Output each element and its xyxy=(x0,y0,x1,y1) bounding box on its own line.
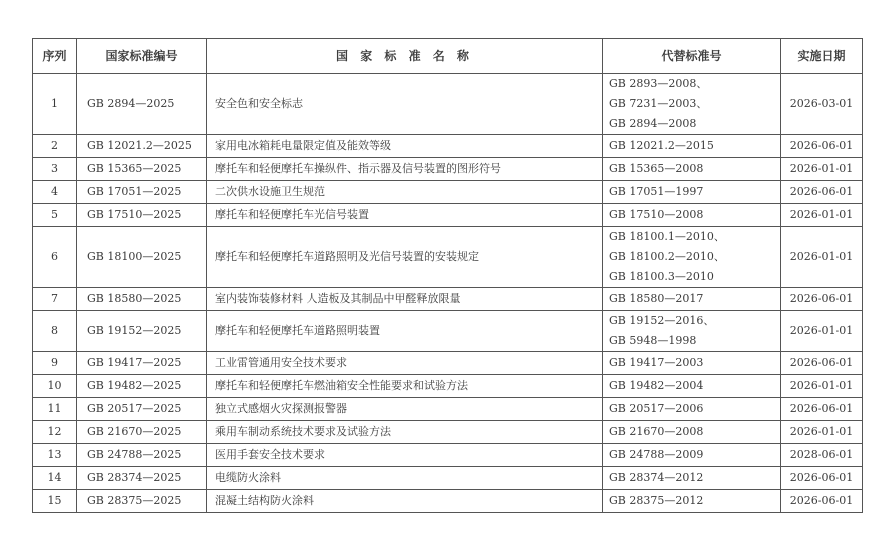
row-date: 2026-06-01 xyxy=(781,181,863,204)
row-std-no: GB 17051—2025 xyxy=(77,181,207,204)
row-date: 2026-01-01 xyxy=(781,227,863,288)
row-std-no: GB 20517—2025 xyxy=(77,398,207,421)
row-std-name: 乘用车制动系统技术要求及试验方法 xyxy=(207,421,603,444)
row-std-name: 摩托车和轻便摩托车操纵件、指示器及信号装置的图形符号 xyxy=(207,158,603,181)
table-row xyxy=(33,490,863,513)
table-row xyxy=(33,227,863,288)
table-row xyxy=(33,311,863,352)
row-std-no: GB 2894—2025 xyxy=(77,74,207,135)
replaced-std-no: GB 24788—2009 xyxy=(609,448,704,461)
table-row xyxy=(33,204,863,227)
row-std-no: GB 15365—2025 xyxy=(77,158,207,181)
row-std-no: GB 28374—2025 xyxy=(77,467,207,490)
header-std-name: 国 家 标 准 名 称 xyxy=(207,39,603,74)
row-date: 2026-06-01 xyxy=(781,467,863,490)
table-row xyxy=(33,352,863,375)
row-date: 2026-06-01 xyxy=(781,135,863,158)
row-replaced xyxy=(603,227,781,288)
replaced-std-no: GB 18100.2—2010、 xyxy=(609,250,725,263)
row-std-no: GB 19417—2025 xyxy=(77,352,207,375)
row-std-no: GB 18580—2025 xyxy=(77,288,207,311)
row-replaced xyxy=(603,158,781,181)
row-std-no: GB 19152—2025 xyxy=(77,311,207,352)
row-date: 2026-01-01 xyxy=(781,158,863,181)
standards-table-container xyxy=(32,38,862,513)
row-std-no: GB 17510—2025 xyxy=(77,204,207,227)
row-replaced xyxy=(603,311,781,352)
row-replaced xyxy=(603,490,781,513)
row-date: 2026-06-01 xyxy=(781,490,863,513)
row-replaced xyxy=(603,398,781,421)
row-replaced xyxy=(603,135,781,158)
row-replaced xyxy=(603,181,781,204)
table-row xyxy=(33,398,863,421)
row-std-no: GB 21670—2025 xyxy=(77,421,207,444)
row-std-name: 摩托车和轻便摩托车道路照明装置 xyxy=(207,311,603,352)
row-replaced xyxy=(603,444,781,467)
row-date: 2026-01-01 xyxy=(781,311,863,352)
row-seq: 1 xyxy=(33,74,77,135)
row-date: 2026-01-01 xyxy=(781,421,863,444)
row-std-name: 家用电冰箱耗电量限定值及能效等级 xyxy=(207,135,603,158)
row-date: 2028-06-01 xyxy=(781,444,863,467)
row-std-name: 混凝土结构防火涂料 xyxy=(207,490,603,513)
row-seq: 10 xyxy=(33,375,77,398)
table-row xyxy=(33,444,863,467)
replaced-std-no: GB 2893—2008、 xyxy=(609,77,708,90)
row-date: 2026-06-01 xyxy=(781,352,863,375)
replaced-std-no: GB 18100.1—2010、 xyxy=(609,230,725,243)
row-replaced xyxy=(603,421,781,444)
row-std-name: 安全色和安全标志 xyxy=(207,74,603,135)
replaced-std-no: GB 2894—2008 xyxy=(609,117,697,130)
replaced-std-no: GB 17051—1997 xyxy=(609,185,704,198)
header-replaced: 代替标准号 xyxy=(603,39,781,74)
row-std-name: 摩托车和轻便摩托车光信号装置 xyxy=(207,204,603,227)
row-std-name: 工业雷管通用安全技术要求 xyxy=(207,352,603,375)
row-std-no: GB 12021.2—2025 xyxy=(77,135,207,158)
header-std-no: 国家标准编号 xyxy=(77,39,207,74)
row-replaced xyxy=(603,288,781,311)
row-seq: 3 xyxy=(33,158,77,181)
replaced-std-no: GB 12021.2—2015 xyxy=(609,139,714,152)
row-std-no: GB 24788—2025 xyxy=(77,444,207,467)
row-seq: 2 xyxy=(33,135,77,158)
row-std-name: 摩托车和轻便摩托车燃油箱安全性能要求和试验方法 xyxy=(207,375,603,398)
row-date: 2026-06-01 xyxy=(781,398,863,421)
row-std-name: 二次供水设施卫生规范 xyxy=(207,181,603,204)
row-std-name: 室内装饰装修材料 人造板及其制品中甲醛释放限量 xyxy=(207,288,603,311)
header-seq: 序列 xyxy=(33,39,77,74)
header-date: 实施日期 xyxy=(781,39,863,74)
row-seq: 15 xyxy=(33,490,77,513)
table-row xyxy=(33,421,863,444)
table-row xyxy=(33,181,863,204)
row-seq: 4 xyxy=(33,181,77,204)
row-seq: 6 xyxy=(33,227,77,288)
table-row xyxy=(33,375,863,398)
replaced-std-no: GB 18100.3—2010 xyxy=(609,270,714,283)
table-row xyxy=(33,74,863,135)
replaced-std-no: GB 19417—2003 xyxy=(609,356,704,369)
row-seq: 9 xyxy=(33,352,77,375)
row-std-no: GB 28375—2025 xyxy=(77,490,207,513)
replaced-std-no: GB 28374—2012 xyxy=(609,471,704,484)
row-seq: 13 xyxy=(33,444,77,467)
replaced-std-no: GB 5948—1998 xyxy=(609,334,697,347)
replaced-std-no: GB 7231—2003、 xyxy=(609,97,708,110)
row-date: 2026-03-01 xyxy=(781,74,863,135)
row-seq: 8 xyxy=(33,311,77,352)
row-replaced xyxy=(603,352,781,375)
row-date: 2026-01-01 xyxy=(781,204,863,227)
row-std-name: 独立式感烟火灾探测报警器 xyxy=(207,398,603,421)
row-std-name: 摩托车和轻便摩托车道路照明及光信号装置的安装规定 xyxy=(207,227,603,288)
row-replaced xyxy=(603,467,781,490)
replaced-std-no: GB 15365—2008 xyxy=(609,162,704,175)
row-replaced xyxy=(603,375,781,398)
row-date: 2026-06-01 xyxy=(781,288,863,311)
replaced-std-no: GB 21670—2008 xyxy=(609,425,704,438)
table-body xyxy=(33,74,863,513)
table-row xyxy=(33,288,863,311)
replaced-std-no: GB 18580—2017 xyxy=(609,292,704,305)
row-std-name: 医用手套安全技术要求 xyxy=(207,444,603,467)
table-row xyxy=(33,467,863,490)
row-replaced xyxy=(603,74,781,135)
replaced-std-no: GB 28375—2012 xyxy=(609,494,704,507)
row-seq: 12 xyxy=(33,421,77,444)
header-row xyxy=(33,39,863,74)
row-seq: 7 xyxy=(33,288,77,311)
row-std-no: GB 19482—2025 xyxy=(77,375,207,398)
replaced-std-no: GB 19482—2004 xyxy=(609,379,704,392)
row-replaced xyxy=(603,204,781,227)
row-seq: 14 xyxy=(33,467,77,490)
replaced-std-no: GB 20517—2006 xyxy=(609,402,704,415)
row-std-no: GB 18100—2025 xyxy=(77,227,207,288)
table-row xyxy=(33,158,863,181)
replaced-std-no: GB 19152—2016、 xyxy=(609,314,715,327)
replaced-std-no: GB 17510—2008 xyxy=(609,208,704,221)
table-row xyxy=(33,135,863,158)
row-date: 2026-01-01 xyxy=(781,375,863,398)
row-seq: 5 xyxy=(33,204,77,227)
row-seq: 11 xyxy=(33,398,77,421)
row-std-name: 电缆防火涂料 xyxy=(207,467,603,490)
standards-table xyxy=(32,38,863,513)
